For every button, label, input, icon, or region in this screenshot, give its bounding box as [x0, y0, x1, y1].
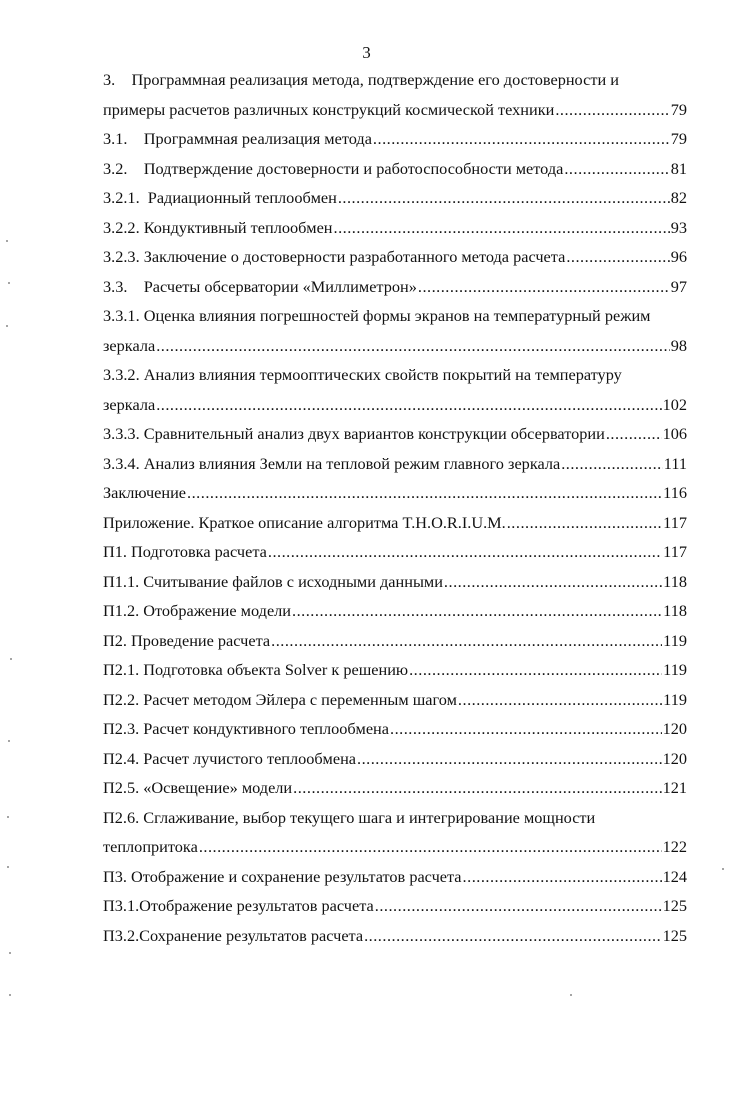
toc-entry	[103, 572, 687, 602]
dot-leader	[373, 129, 670, 149]
dot-leader	[463, 867, 662, 887]
dot-leader	[444, 572, 662, 592]
toc-entry	[103, 336, 687, 366]
toc-entry-title: теплопритока	[103, 837, 198, 856]
toc-entry	[103, 542, 687, 572]
toc-entry-page: 125	[662, 925, 687, 945]
toc-entry	[103, 424, 687, 454]
toc-entry-page: 120	[662, 719, 687, 738]
dot-leader	[564, 159, 669, 179]
scan-speck	[6, 325, 8, 327]
toc-entry-page: 79	[670, 129, 687, 148]
toc-entry-title: П3.1.Отображение результатов расчета	[103, 896, 374, 915]
toc-entry-page: 124	[662, 866, 687, 886]
toc-entry-page: 125	[662, 896, 687, 915]
toc-entry	[103, 277, 687, 307]
toc-entry-page: 118	[663, 601, 687, 620]
scan-speck	[7, 866, 9, 868]
toc-entry-title: 3.3.1. Оценка влияния погрешностей формы экранов на температурный режим	[103, 306, 651, 325]
toc-entry	[103, 159, 687, 189]
toc-entry-page: 117	[663, 542, 687, 561]
toc-entry-title: 3.3.2. Анализ влияния термооптических свойств покрытий на температуру	[103, 365, 622, 384]
dot-leader	[507, 513, 662, 533]
toc-entry	[103, 218, 687, 248]
dot-leader	[375, 896, 662, 916]
dot-leader	[271, 631, 662, 651]
toc-entry-title: зеркала	[103, 394, 156, 414]
toc-entry	[103, 188, 687, 218]
toc-entry-title: П2.4. Расчет лучистого теплообмена	[103, 748, 357, 768]
toc-entry-title: П2.6. Сглаживание, выбор текущего шага и интегрирование мощности	[103, 807, 596, 827]
dot-leader	[199, 837, 662, 857]
toc-entry-title: П2.3. Расчет кондуктивного теплообмена	[103, 719, 389, 738]
toc-entry	[103, 129, 687, 159]
toc-entry-title: 3.3.4. Анализ влияния Земли на тепловой режим главного зеркала	[103, 453, 561, 473]
toc-entry-page: 97	[670, 276, 687, 296]
scan-speck	[722, 868, 724, 870]
toc-entry-title: 3. Программная реализация метода, подтверждение его достоверности и	[103, 70, 619, 89]
dot-leader	[555, 100, 669, 120]
dot-leader	[409, 660, 662, 680]
toc-entry-page: 82	[670, 188, 687, 207]
scan-speck	[8, 282, 10, 284]
toc-entry	[103, 837, 687, 867]
dot-leader	[566, 247, 669, 267]
toc-entry-title: Заключение	[103, 483, 187, 502]
toc-entry-page: 93	[670, 217, 687, 237]
toc-entry-page: 121	[662, 778, 687, 797]
scan-speck	[10, 658, 12, 660]
scan-speck	[6, 240, 8, 242]
toc-entry-page: 81	[670, 158, 687, 178]
dot-leader	[606, 424, 662, 444]
dot-leader	[268, 542, 662, 562]
toc-entry-title: П3. Отображение и сохранение результатов расчета	[103, 866, 462, 886]
dot-leader	[561, 454, 663, 474]
dot-leader	[187, 483, 662, 503]
toc-entry-page: 102	[662, 394, 687, 414]
scan-speck	[7, 816, 9, 818]
toc-entry	[103, 631, 687, 661]
toc-entry-title: Приложение. Краткое описание алгоритма T.H.O.R.I.U.M.	[103, 512, 506, 532]
toc-entry-page: 117	[663, 512, 687, 532]
toc-entry-title: 3.1. Программная реализация метода	[103, 129, 372, 148]
dot-leader	[364, 926, 661, 946]
toc-entry	[103, 660, 687, 690]
toc-entry-title: зеркала	[103, 335, 156, 355]
dot-leader	[418, 277, 670, 297]
dot-leader	[292, 601, 662, 621]
toc-entry	[103, 719, 687, 749]
toc-entry-page: 119	[663, 689, 687, 709]
toc-entry	[103, 808, 687, 838]
toc-entry-title: П1.1. Считывание файлов с исходными данными	[103, 571, 443, 591]
toc-entry-title: П1.2. Отображение модели	[103, 601, 292, 620]
dot-leader	[293, 778, 661, 798]
toc-entry-page: 96	[670, 247, 687, 266]
toc-entry-title: 3.3.3. Сравнительный анализ двух вариантов конструкции обсерватории	[103, 424, 605, 443]
toc-entry-page: 120	[662, 748, 687, 768]
toc-entry-title: примеры расчетов различных конструкций космической техники	[103, 99, 555, 119]
page-number: 3	[362, 43, 371, 62]
dot-leader	[334, 218, 670, 238]
dot-leader	[458, 690, 662, 710]
toc-entry-title: П3.2.Сохранение результатов расчета	[103, 925, 364, 945]
dot-leader	[357, 749, 662, 769]
dot-leader	[338, 188, 670, 208]
scan-speck	[570, 994, 572, 996]
toc-entry-title: 3.3. Расчеты обсерватории «Миллиметрон»	[103, 276, 417, 296]
toc-entry-page: 118	[663, 571, 687, 591]
toc-entry-page: 106	[662, 424, 687, 443]
toc-entry	[103, 365, 687, 395]
scan-speck	[9, 994, 11, 996]
toc-entry-page: 98	[670, 335, 687, 355]
scan-speck	[8, 740, 10, 742]
toc-entry	[103, 896, 687, 926]
table-of-contents	[103, 70, 687, 955]
toc-entry	[103, 247, 687, 277]
toc-entry	[103, 749, 687, 779]
toc-entry-page: 116	[663, 483, 687, 502]
toc-entry	[103, 70, 687, 100]
toc-entry-title: П2.5. «Освещение» модели	[103, 778, 293, 797]
toc-entry	[103, 100, 687, 130]
toc-entry	[103, 513, 687, 543]
toc-entry-title: 3.2. Подтверждение достоверности и работоспособности метода	[103, 158, 564, 178]
toc-entry-page: 111	[663, 453, 687, 473]
toc-entry	[103, 690, 687, 720]
dot-leader	[390, 719, 662, 739]
toc-entry	[103, 454, 687, 484]
toc-entry-page: 79	[670, 99, 687, 119]
toc-entry-title: П1. Подготовка расчета	[103, 542, 267, 561]
toc-entry-title: 3.2.2. Кондуктивный теплообмен	[103, 217, 333, 237]
toc-entry-title: 3.2.1. Радиационный теплообмен	[103, 188, 337, 207]
toc-entry	[103, 395, 687, 425]
toc-entry	[103, 483, 687, 513]
toc-entry	[103, 926, 687, 956]
toc-entry	[103, 306, 687, 336]
toc-entry-title: 3.2.3. Заключение о достоверности разработанного метода расчета	[103, 247, 566, 266]
scan-speck	[9, 952, 11, 954]
toc-entry	[103, 778, 687, 808]
toc-entry	[103, 601, 687, 631]
toc-entry-page: 122	[662, 837, 687, 856]
toc-entry-title: П2.1. Подготовка объекта Solver к решению	[103, 660, 409, 679]
dot-leader	[156, 336, 670, 356]
toc-entry	[103, 867, 687, 897]
toc-entry-page: 119	[663, 630, 687, 650]
toc-entry-title: П2. Проведение расчета	[103, 630, 271, 650]
dot-leader	[156, 395, 661, 415]
toc-entry-title: П2.2. Расчет методом Эйлера с переменным шагом	[103, 689, 457, 709]
toc-entry-page: 119	[663, 660, 687, 679]
